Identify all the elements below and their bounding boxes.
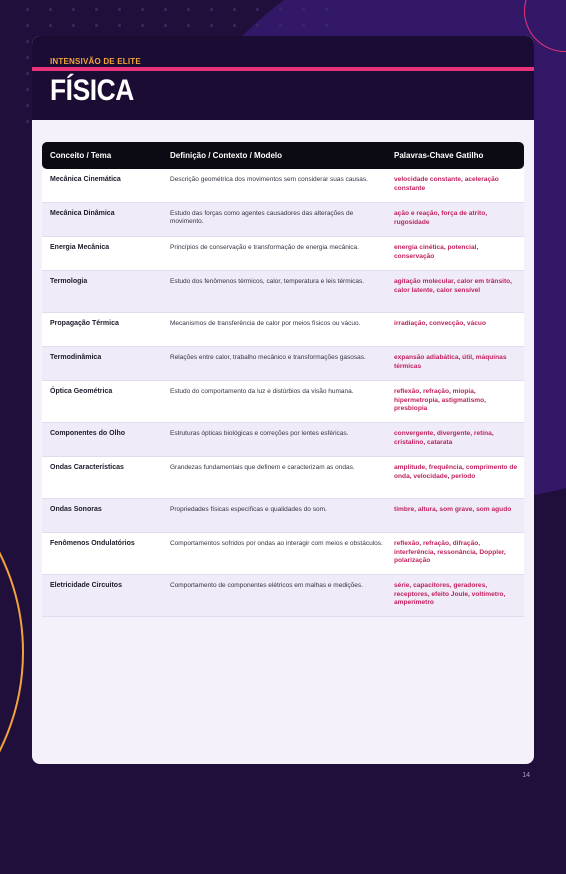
background-dot bbox=[141, 24, 144, 27]
background-dot bbox=[233, 8, 236, 11]
cell-keywords: reflexão, refração, miopia, hipermetropia, astigmatismo, presbiopia bbox=[394, 388, 486, 413]
background-dot bbox=[118, 8, 121, 11]
background-dot bbox=[26, 56, 29, 59]
background-dot bbox=[164, 24, 167, 27]
background-dot bbox=[279, 24, 282, 27]
background-dot bbox=[210, 8, 213, 11]
cell-topic: Mecânica Cinemática bbox=[50, 176, 121, 183]
cell-topic: Mecânica Dinâmica bbox=[50, 210, 115, 217]
page-number: 14 bbox=[522, 772, 530, 779]
cell-topic: Propagação Térmica bbox=[50, 320, 119, 327]
table-row bbox=[42, 313, 524, 347]
background-dot bbox=[256, 8, 259, 11]
background-dot bbox=[72, 24, 75, 27]
cell-definition: Mecanismos de transferência de calor por meios físicos ou vácuo. bbox=[170, 320, 361, 327]
background-dot bbox=[49, 24, 52, 27]
background-dot bbox=[26, 40, 29, 43]
background-dot bbox=[95, 8, 98, 11]
table-row bbox=[42, 237, 524, 271]
background-dot bbox=[26, 24, 29, 27]
background-dot bbox=[26, 8, 29, 11]
table-header bbox=[42, 142, 524, 169]
cell-definition: Estudo das forças como agentes causadores das alterações de movimento. bbox=[170, 210, 354, 226]
cell-keywords: velocidade constante, aceleração constante bbox=[394, 176, 499, 192]
background-dot bbox=[26, 120, 29, 123]
background-dot bbox=[26, 88, 29, 91]
background-dot bbox=[325, 8, 328, 11]
cell-topic: Óptica Geométrica bbox=[50, 388, 113, 395]
column-header-keywords: Palavras-Chave Gatilho bbox=[394, 151, 484, 160]
cell-topic: Ondas Sonoras bbox=[50, 506, 102, 513]
cell-definition: Princípios de conservação e transformação de energia mecânica. bbox=[170, 244, 359, 251]
table-row bbox=[42, 203, 524, 237]
content-card bbox=[32, 36, 534, 764]
cell-topic: Componentes do Olho bbox=[50, 430, 126, 437]
background-dot bbox=[256, 24, 259, 27]
cell-topic: Eletricidade Circuitos bbox=[50, 582, 122, 589]
background-dot bbox=[325, 24, 328, 27]
table-row bbox=[42, 271, 524, 313]
table-row bbox=[42, 347, 524, 381]
cell-topic: Termologia bbox=[50, 278, 88, 285]
background-dot bbox=[49, 8, 52, 11]
cell-keywords: ação e reação, força de atrito, rugosidade bbox=[394, 210, 488, 226]
background-dot bbox=[95, 24, 98, 27]
cell-definition: Estudo do comportamento da luz e distúrbios da visão humana. bbox=[170, 388, 354, 395]
background-dot bbox=[302, 8, 305, 11]
page-title: FÍSICA bbox=[50, 74, 134, 107]
background-dot bbox=[164, 8, 167, 11]
column-header-topic: Conceito / Tema bbox=[50, 151, 112, 160]
cell-keywords: irradiação, convecção, vácuo bbox=[394, 320, 486, 327]
cell-keywords: expansão adiabática, útil, máquinas térmicas bbox=[394, 354, 507, 370]
cell-definition: Relações entre calor, trabalho mecânico e transformações gasosas. bbox=[170, 354, 366, 361]
page-header bbox=[32, 36, 534, 120]
cell-keywords: timbre, altura, som grave, som agudo bbox=[394, 506, 512, 513]
background-dot bbox=[72, 8, 75, 11]
background-dot bbox=[302, 24, 305, 27]
cell-topic: Fenômenos Ondulatórios bbox=[50, 540, 135, 547]
table-row bbox=[42, 381, 524, 423]
cell-definition: Comportamentos sofridos por ondas ao interagir com meios e obstáculos. bbox=[170, 540, 383, 547]
cell-definition: Propriedades físicas específicas e qualidades do som. bbox=[170, 506, 327, 513]
background-dot bbox=[210, 24, 213, 27]
header-accent-bar bbox=[32, 67, 534, 71]
cell-keywords: amplitude, frequência, comprimento de onda, velocidade, período bbox=[394, 464, 518, 480]
cell-keywords: série, capacitores, geradores, receptores, efeito Joule, voltímetro, amperímetro bbox=[394, 582, 506, 607]
background-dot bbox=[233, 24, 236, 27]
table-row bbox=[42, 457, 524, 499]
concept-table bbox=[42, 142, 524, 617]
table-row bbox=[42, 423, 524, 457]
background-dot bbox=[26, 104, 29, 107]
cell-definition: Grandezas fundamentais que definem e caracterizam as ondas. bbox=[170, 464, 355, 471]
cell-keywords: reflexão, refração, difração, interferência, ressonância, Doppler, polarização bbox=[394, 540, 506, 565]
column-header-definition: Definição / Contexto / Modelo bbox=[170, 151, 283, 160]
background-dot bbox=[187, 8, 190, 11]
cell-topic: Energia Mecânica bbox=[50, 244, 110, 251]
cell-keywords: convergente, divergente, retina, cristalino, catarata bbox=[394, 430, 494, 446]
table-row bbox=[42, 499, 524, 533]
background-dot bbox=[187, 24, 190, 27]
background-dot bbox=[279, 8, 282, 11]
cell-topic: Ondas Características bbox=[50, 464, 124, 471]
cell-topic: Termodinâmica bbox=[50, 354, 102, 361]
background-dot bbox=[26, 72, 29, 75]
header-kicker: INTENSIVÃO DE ELITE bbox=[50, 57, 141, 66]
cell-definition: Descrição geométrica dos movimentos sem considerar suas causas. bbox=[170, 176, 368, 183]
cell-definition: Estruturas ópticas biológicas e correções por lentes esféricas. bbox=[170, 430, 349, 437]
cell-definition: Estudo dos fenômenos térmicos, calor, temperatura e leis térmicas. bbox=[170, 278, 365, 285]
background-dot bbox=[118, 24, 121, 27]
table-row bbox=[42, 575, 524, 617]
table-row bbox=[42, 533, 524, 575]
background-dot bbox=[141, 8, 144, 11]
cell-keywords: agitação molecular, calor em trânsito, calor latente, calor sensível bbox=[394, 278, 512, 294]
cell-keywords: energia cinética, potencial, conservação bbox=[394, 244, 479, 260]
table-row bbox=[42, 169, 524, 203]
cell-definition: Comportamento de componentes elétricos em malhas e medições. bbox=[170, 582, 363, 589]
